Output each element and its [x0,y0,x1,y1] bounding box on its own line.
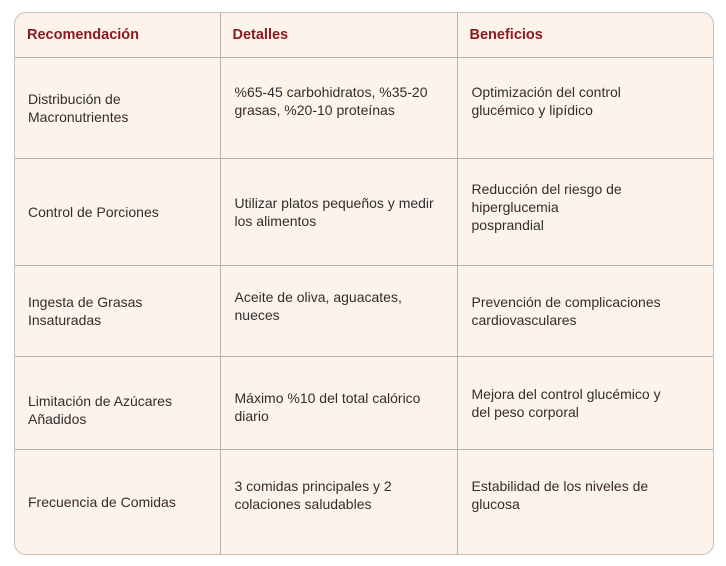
recommendations-table-container [14,12,714,555]
recommendation-cell [15,158,220,265]
details-cell [220,356,457,449]
recommendation-text: Limitación de Azúcares Añadidos [28,392,172,427]
benefits-cell [457,158,713,265]
details-cell [220,158,457,265]
details-text: Aceite de oliva, aguacates, nueces [234,288,402,323]
details-text: 3 comidas principales y 2 colaciones saludables [234,478,392,513]
table-row [15,265,713,356]
table-row [15,356,713,449]
recommendation-cell [15,356,220,449]
header-recomendacion: Recomendación [15,13,220,57]
details-cell [220,449,457,555]
recommendation-text: Frecuencia de Comidas [28,494,176,511]
details-cell [220,57,457,158]
details-text: Máximo %10 del total calórico diario [234,389,421,424]
benefits-text: Optimización del control glucémico y lipídico [471,83,621,118]
details-cell [220,265,457,356]
recommendation-cell [15,449,220,555]
recommendations-table [15,13,713,555]
header-beneficios: Beneficios [457,13,713,57]
header-detalles: Detalles [220,13,457,57]
table-row [15,57,713,158]
benefits-cell [457,449,713,555]
benefits-cell [457,265,713,356]
recommendation-text: Control de Porciones [28,203,159,220]
benefits-text: Reducción del riesgo de hiperglucemia posprandial [471,180,622,233]
recommendation-cell [15,265,220,356]
benefits-text: Estabilidad de los niveles de glucosa [471,478,649,513]
benefits-cell [457,356,713,449]
recommendation-text: Distribución de Macronutrientes [28,90,129,125]
details-text: %65-45 carbohidratos, %35-20 grasas, %20-10 proteínas [234,83,428,118]
benefits-text: Mejora del control glucémico y del peso corporal [471,385,661,420]
recommendation-text: Ingesta de Grasas Insaturadas [28,293,143,328]
table-row [15,449,713,555]
benefits-cell [457,57,713,158]
recommendation-cell [15,57,220,158]
details-text: Utilizar platos pequeños y medir los alimentos [234,194,434,229]
table-row [15,158,713,265]
table-header-row [15,13,713,57]
benefits-text: Prevención de complicaciones cardiovasculares [471,293,661,328]
